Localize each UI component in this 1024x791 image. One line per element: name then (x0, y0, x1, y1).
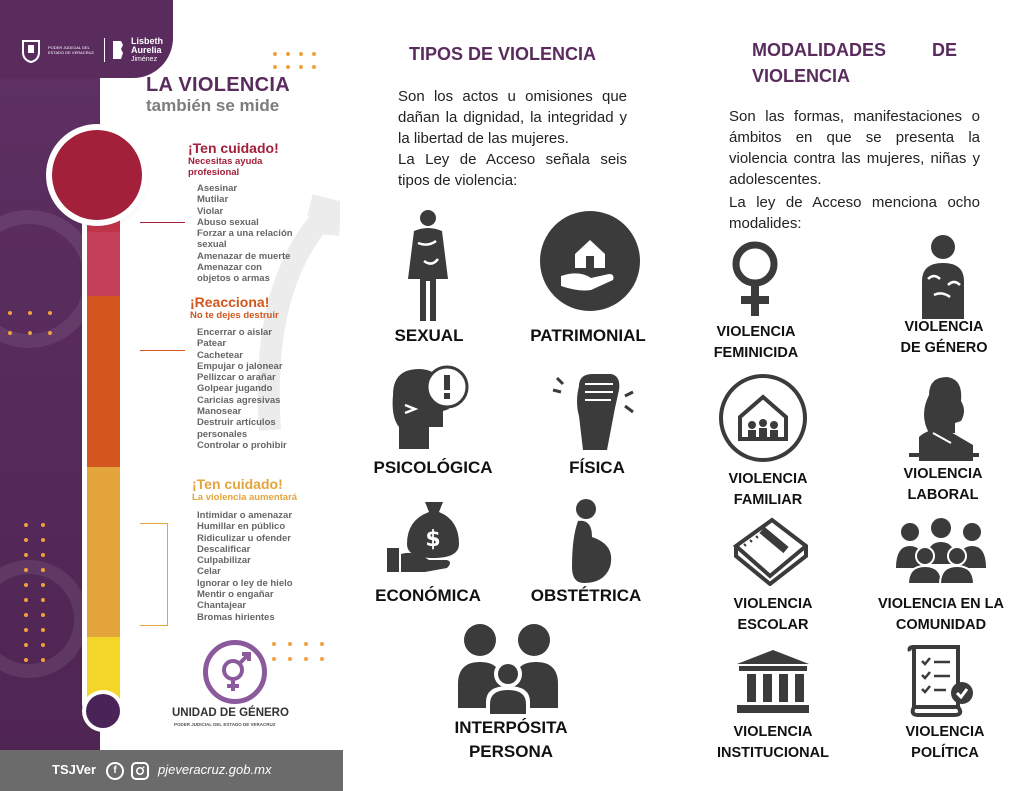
modalidad-line-1: VIOLENCIA (733, 596, 813, 612)
section-list (197, 510, 327, 623)
list-item: Intimidar o amenazar (197, 510, 293, 521)
modalidad-line-1: VIOLENCIA (716, 324, 796, 340)
list-item: Chantajear (197, 600, 247, 612)
tipos-title: TIPOS DE VIOLENCIA (409, 44, 597, 64)
leader-line (140, 222, 185, 223)
tipos-description: Son los actos u omisiones que dañan la dignidad, la integridad y la libertad de las mujeres. (398, 88, 627, 147)
dot-pattern (272, 642, 324, 661)
tipo-label-interposita: INTERPÓSITA (454, 718, 568, 737)
list-item: Violar (197, 205, 224, 217)
modalidad-label-7 (706, 722, 840, 764)
gender-unit-logo (203, 640, 267, 704)
woman-desk-icon (909, 375, 979, 461)
lisbeth-logo-icon (111, 39, 125, 61)
instagram-icon[interactable] (131, 762, 149, 780)
thermometer-tube (87, 175, 120, 720)
modalidad-line-2: POLÍTICA (911, 745, 979, 761)
list-item: Humillar en público (197, 521, 286, 533)
money-bag-hand-icon (385, 498, 469, 578)
community-icon (894, 518, 988, 584)
list-item: Cachetear (197, 349, 243, 361)
tipo-label-sexual: SEXUAL (394, 326, 464, 345)
modalidad-line-1: VIOLENCIA (904, 319, 984, 335)
section-list (197, 183, 318, 285)
list-item: Encerrar o aislar (197, 327, 272, 338)
title-violencia: LA VIOLENCIA (146, 74, 290, 96)
brand-name-2: Aurelia (131, 44, 162, 55)
section-subtitle: No te dejes destruir (190, 310, 279, 321)
list-item: Mentir o engañar (197, 589, 274, 601)
thermometer-segment-amber (87, 467, 120, 637)
modalidad-label-6 (874, 594, 1008, 636)
header-logos (20, 34, 170, 66)
logo-divider (104, 38, 105, 62)
gender-unit-title: UNIDAD DE GÉNERO (172, 707, 289, 719)
woman-harassed-icon (400, 209, 456, 324)
tipo-label-economica: ECONÓMICA (375, 586, 481, 605)
modalidad-line-1: VIOLENCIA (905, 724, 985, 740)
list-item: Descalificar (197, 543, 251, 555)
thermometer-segment-orange (87, 296, 120, 467)
coat-of-arms-icon (20, 37, 42, 63)
modalidades-title-1: MODALIDADES (752, 40, 886, 60)
modalidad-label-4 (884, 464, 1002, 506)
modalidades-title-2: DE (932, 40, 958, 60)
section-title: ¡Ten cuidado! (188, 140, 279, 156)
list-item: Ignorar o ley de hielo (197, 577, 293, 589)
facebook-icon[interactable]: f (106, 762, 124, 780)
female-symbol-icon (727, 240, 783, 320)
institution-icon (735, 648, 811, 714)
footer-website-link[interactable]: pjeveracruz.gob.mx (158, 762, 272, 777)
modalidad-label-3 (709, 469, 827, 511)
dot-pattern (273, 52, 316, 69)
house-in-hand-icon (539, 210, 641, 312)
thermometer-section-react (190, 295, 320, 451)
instagram-glyph-icon (133, 764, 147, 778)
thermometer-segment-pink (87, 232, 120, 296)
svg-text:$: $ (425, 527, 441, 552)
list-item: Pellizcar o arañar (197, 372, 276, 384)
tipos-description-2: La Ley de Acceso señala seis tipos de violencia: (398, 151, 627, 189)
list-item: Asesinar (197, 183, 238, 194)
gender-unit-subtitle: PODER JUDICIAL DEL ESTADO DE VERACRUZ (174, 722, 276, 727)
leader-line (140, 350, 185, 351)
institution-name: PODER JUDICIAL DEL ESTADO DE VERACRUZ (48, 45, 94, 55)
modalidad-label-2 (885, 317, 1003, 359)
tipo-label-psicologica: PSICOLÓGICA (373, 458, 493, 477)
modalidad-line-1: VIOLENCIA (733, 724, 813, 740)
list-item: Ridiculizar u ofender (197, 532, 291, 544)
footer-handle: TSJVer (52, 762, 97, 777)
modalidad-line-2: ESCOLAR (737, 617, 809, 633)
modalidad-label-1 (700, 322, 812, 364)
list-item: Empujar o jalonear (197, 360, 283, 372)
section-list (197, 327, 320, 451)
family-house-icon (718, 373, 808, 463)
tipo-label-fisica: FÍSICA (569, 458, 625, 477)
woman-harassed-icon (914, 233, 972, 319)
document-check-icon (906, 645, 976, 717)
gender-symbol-icon (208, 645, 262, 699)
modalidad-line-2: INSTITUCIONAL (717, 745, 829, 761)
modalidad-label-5 (714, 594, 832, 636)
list-item: Amenazar con objetos o armas (197, 262, 270, 285)
family-icon (458, 622, 558, 714)
notebook-icon (732, 516, 808, 586)
modalidad-label-8 (886, 722, 1004, 764)
list-item: Culpabilizar (197, 555, 251, 567)
section-subtitle: Necesitas ayuda profesional (188, 156, 263, 178)
thermometer-section-danger (188, 141, 318, 285)
left-panel (0, 0, 343, 791)
list-item: Amenazar de muerte (197, 250, 291, 262)
title-subtitle: también se mide (146, 96, 280, 115)
list-item: Forzar a una relación sexual (197, 228, 293, 251)
section-subtitle: La violencia aumentará (192, 492, 298, 503)
modalidad-line-1: VIOLENCIA EN LA (878, 596, 1004, 612)
thermometer-section-warning (192, 477, 327, 623)
list-item: Golpear jugando (197, 383, 273, 395)
list-item: Destruir artículos personales (197, 417, 276, 440)
leader-bracket (140, 523, 168, 626)
tipo-label-persona: PERSONA (468, 742, 554, 761)
brand-name (131, 37, 163, 64)
modalidad-line-2: DE GÉNERO (900, 340, 988, 356)
modalidad-line-1: VIOLENCIA (728, 471, 808, 487)
list-item: Patear (197, 338, 227, 350)
modalidades-title-3: VIOLENCIA (752, 66, 851, 86)
modalidades-description-2: La ley de Acceso menciona ocho modalides: (729, 194, 980, 232)
modalidad-line-2: FEMINICIDA (713, 345, 799, 361)
modalidades-description: Son las formas, manifestaciones o ámbitos en que se presenta la violencia contra las mujeres, niñas y adolescentes. (729, 108, 980, 188)
thermometer-base (86, 694, 120, 728)
list-item: Abuso sexual (197, 216, 259, 228)
tipo-label-patrimonial: PATRIMONIAL (530, 326, 646, 345)
modalidad-line-2: LABORAL (907, 487, 979, 503)
thermometer-bulb (52, 130, 142, 220)
modalidad-line-1: VIOLENCIA (903, 466, 983, 482)
fist-icon (549, 366, 635, 452)
list-item: Bromas hirientes (197, 611, 275, 623)
list-item: Controlar o prohibir (197, 439, 287, 451)
section-title: ¡Reacciona! (190, 294, 270, 310)
dot-pattern (24, 523, 45, 662)
pregnant-woman-icon (558, 497, 624, 587)
tipo-label-obstetrica: OBSTÉTRICA (530, 586, 642, 605)
brand-name-3: Jiménez (131, 55, 158, 63)
list-item: Manosear (197, 406, 242, 418)
head-warning-icon (383, 365, 473, 455)
list-item: Mutilar (197, 194, 229, 206)
list-item: Celar (197, 566, 221, 578)
modalidad-line-2: COMUNIDAD (895, 617, 987, 633)
brand-name-1: Lisbeth (131, 35, 164, 46)
list-item: Caricias agresivas (197, 394, 281, 406)
modalidad-line-2: FAMILIAR (733, 492, 803, 508)
section-title: ¡Ten cuidado! (192, 476, 283, 492)
dot-pattern (8, 311, 52, 335)
